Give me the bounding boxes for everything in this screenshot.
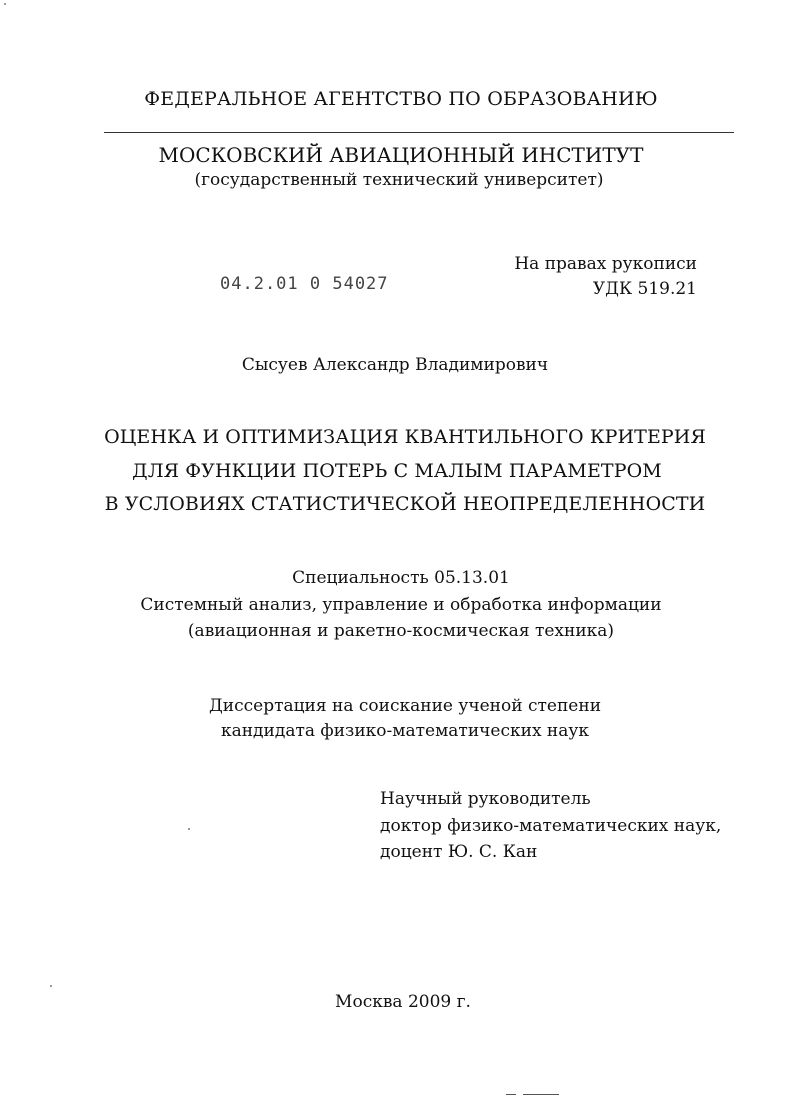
scan-speck [188, 828, 190, 830]
specialty-code: Специальность 05.13.01 [292, 568, 510, 588]
advisor-label: Научный руководитель [380, 789, 591, 809]
title-line-1: ОЦЕНКА И ОПТИМИЗАЦИЯ КВАНТИЛЬНОГО КРИТЕРИЯ [104, 426, 706, 448]
scan-edge-mark [506, 1094, 516, 1095]
advisor-name: доцент Ю. С. Кан [380, 842, 538, 862]
scan-speck [50, 985, 52, 987]
scan-speck [4, 3, 6, 5]
title-line-3: В УСЛОВИЯХ СТАТИСТИЧЕСКОЙ НЕОПРЕДЕЛЕННОСТИ [104, 493, 706, 515]
scan-edge-mark [523, 1094, 559, 1095]
library-stamp-number: 04.2.01 0 54027 [220, 274, 389, 294]
header-rule [104, 132, 734, 133]
specialty-name: Системный анализ, управление и обработка информации [140, 595, 662, 615]
author-name: Сысуев Александр Владимирович [241, 355, 549, 375]
city-year: Москва 2009 г. [335, 992, 471, 1012]
udk-code: УДК 519.21 [592, 279, 697, 299]
manuscript-rights: На правах рукописи [514, 254, 697, 274]
institute-subtitle: (государственный технический университет) [194, 170, 604, 190]
advisor-degree: доктор физико-математических наук, [380, 816, 722, 836]
institute-name: МОСКОВСКИЙ АВИАЦИОННЫЙ ИНСТИТУТ [158, 143, 644, 167]
specialty-branch: (авиационная и ракетно-космическая техника) [187, 621, 615, 641]
title-line-2: ДЛЯ ФУНКЦИИ ПОТЕРЬ С МАЛЫМ ПАРАМЕТРОМ [132, 460, 662, 482]
agency-name: ФЕДЕРАЛЬНОЕ АГЕНТСТВО ПО ОБРАЗОВАНИЮ [144, 88, 658, 110]
dissertation-line-1: Диссертация на соискание ученой степени [208, 696, 602, 716]
dissertation-line-2: кандидата физико-математических наук [220, 721, 590, 741]
